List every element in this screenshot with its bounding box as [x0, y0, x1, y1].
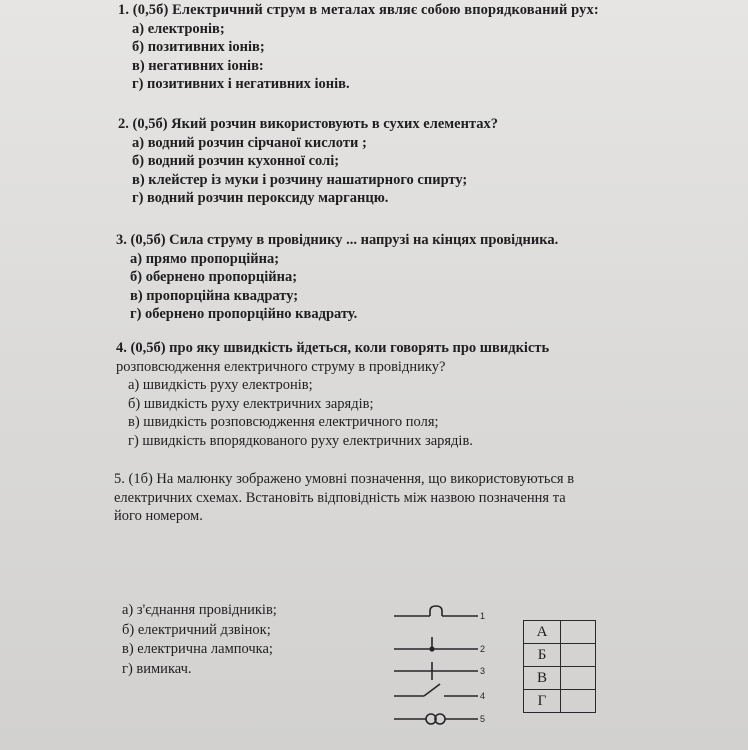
question-title-line-1: 4. (0,5б) про яку швидкість йдеться, коли говорять про швидкість — [116, 340, 550, 356]
grid-row — [524, 667, 596, 690]
option-d: г) швидкість впорядкованого руху електричних зарядів. — [128, 432, 473, 449]
grid-letter: А — [524, 621, 561, 644]
question-title-line-2: розповсюдження електричного струму в провіднику? — [116, 358, 446, 375]
grid-answer-cell[interactable] — [561, 621, 596, 644]
crossing-wires-symbol — [394, 662, 478, 680]
answer-b: б) електричний дзвінок; — [122, 621, 271, 638]
question-title-line-3: його номером. — [114, 508, 203, 525]
question-title: 2. (0,5б) Який розчин використовують в сухих елементах? — [118, 116, 498, 132]
option-a: а) водний розчин сірчаної кислоти ; — [132, 134, 367, 151]
answer-options — [122, 601, 277, 679]
answer-c: в) електрична лампочка; — [122, 641, 273, 657]
option-c: в) негативних іонів: — [132, 57, 264, 74]
junction-symbol — [394, 637, 478, 651]
option-a: а) прямо пропорційна; — [130, 250, 280, 267]
symbol-number: 1 — [480, 611, 486, 621]
circuit-symbols-diagram — [390, 604, 500, 729]
option-b: б) позитивних іонів; — [132, 39, 265, 56]
grid-answer-cell[interactable] — [561, 644, 596, 667]
question-title-line-1: 5. (1б) На малюнку зображено умовні позначення, що використовуються в — [114, 471, 575, 487]
answer-d: г) вимикач. — [122, 660, 192, 677]
option-c: в) клейстер із муки і розчину нашатирного спирту; — [132, 171, 468, 188]
option-d: г) позитивних і негативних іонів. — [132, 76, 350, 93]
symbol-number: 3 — [480, 666, 486, 676]
grid-row — [524, 621, 596, 644]
symbol-number: 5 — [480, 714, 486, 724]
option-a: а) електронів; — [132, 20, 225, 37]
grid-row — [524, 690, 596, 713]
option-c: в) пропорційна квадрату; — [130, 287, 299, 304]
question-title-line-2: електричних схемах. Встановіть відповідність між назвою позначення та — [114, 489, 566, 506]
question-1 — [118, 1, 599, 94]
grid-letter: В — [524, 667, 561, 690]
lamp-symbol — [394, 714, 478, 724]
question-2 — [118, 115, 498, 208]
grid-letter: Г — [524, 690, 561, 713]
bell-symbol — [394, 606, 478, 616]
question-title: 1. (0,5б) Електричний струм в металах являє собою впорядкований рух: — [118, 2, 599, 18]
answer-a: а) з'єднання провідників; — [122, 602, 277, 618]
option-c: в) швидкість розповсюдження електричного поля; — [128, 414, 439, 431]
symbol-number: 2 — [480, 644, 486, 654]
option-b: б) обернено пропорційна; — [130, 269, 298, 286]
answer-grid — [523, 620, 596, 713]
symbol-number: 4 — [480, 691, 486, 701]
option-d: г) водний розчин пероксиду марганцю. — [132, 190, 389, 207]
option-a: а) швидкість руху електронів; — [128, 377, 313, 394]
option-d: г) обернено пропорційно квадрату. — [130, 306, 358, 323]
question-4 — [116, 339, 549, 451]
question-5 — [114, 470, 684, 526]
option-b: б) водний розчин кухонної солі; — [132, 153, 340, 170]
grid-answer-cell[interactable] — [561, 667, 596, 690]
grid-letter: Б — [524, 644, 561, 667]
question-title: 3. (0,5б) Сила струму в провіднику ... напрузі на кінцях провідника. — [116, 232, 559, 248]
switch-symbol — [394, 684, 478, 696]
option-b: б) швидкість руху електричних зарядів; — [128, 395, 374, 412]
question-3 — [116, 231, 558, 324]
grid-row — [524, 644, 596, 667]
grid-answer-cell[interactable] — [561, 690, 596, 713]
